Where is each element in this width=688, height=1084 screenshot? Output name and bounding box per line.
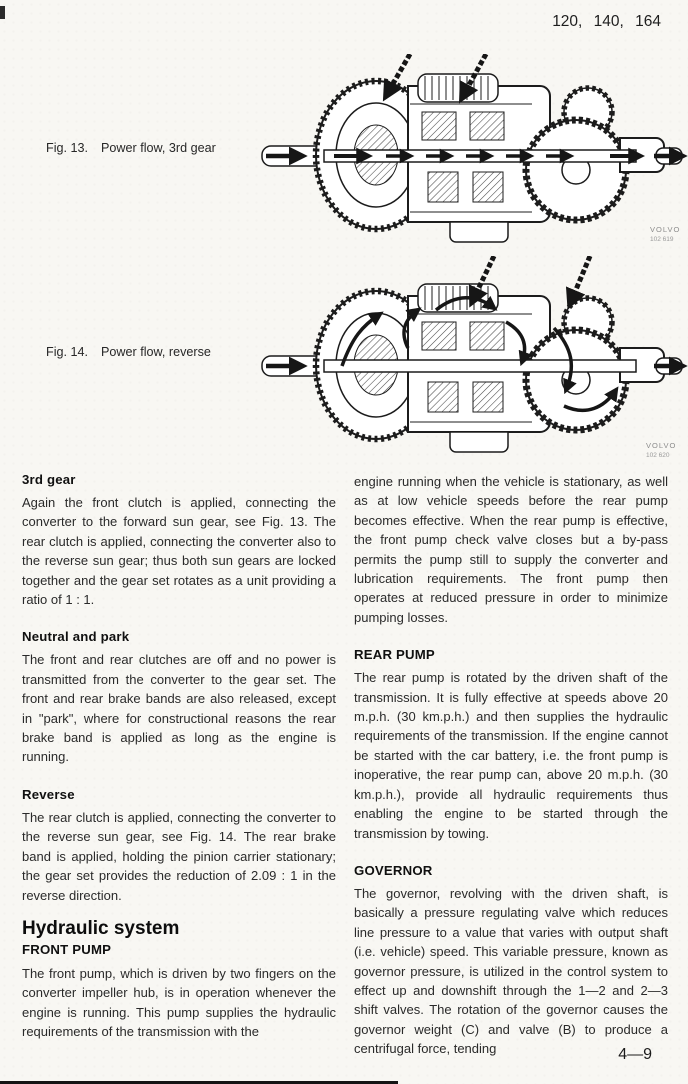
heading-governor: GOVERNOR xyxy=(354,862,433,878)
body-3rd-gear: Again the front clutch is applied, connecting the converter to the forward sun gear, see Fig. 13. The rear clutch is applied, connecting the converter also to the reverse sun gear; thus both sun gears are locked together and the gear set rotates as a unit providing a ratio of 1 : 1. xyxy=(22,495,336,608)
body-front-pump-continued: engine running when the vehicle is stationary, as well as at low vehicle speeds before the rear pump becomes effective. When the rear pump is effective, the front pump check valve closes but a by-pass permits the pump still to supply the converter and lubrication requirements. The front pump then operates at reduced pressure in order to minimize pumping losses. xyxy=(354,474,668,625)
figure-13-drawing xyxy=(258,54,688,254)
model-designations: 120, 140, 164 xyxy=(552,13,661,30)
heading-front-pump: FRONT PUMP xyxy=(22,941,112,957)
transmission-cutaway-reverse xyxy=(258,256,688,468)
figure-14-drawing xyxy=(258,256,688,468)
left-column xyxy=(22,472,336,1042)
figure-13-caption xyxy=(46,141,216,155)
figure-14-caption xyxy=(46,345,211,359)
heading-reverse: Reverse xyxy=(22,786,75,802)
figure-13-watermark-number: 102 619 xyxy=(650,236,674,243)
page-number: 4—9 xyxy=(618,1046,652,1063)
right-column xyxy=(354,472,668,1059)
body-governor: The governor, revolving with the driven shaft, is basically a pressure regulating valve which reduces line pressure to a value that varies with output shaft (i.e. vehicle) speed. This variable pressure, known as governor pressure, is utilized in the control system to effect up and downshift through the 1—2 and 2—3 shift valves. The rotation of the governor causes the governor weight (C) and valve (B) to produce a centrifugal force, tending xyxy=(354,885,668,1057)
cutaway-linework xyxy=(262,284,682,452)
figure-14-title: Power flow, reverse xyxy=(101,345,211,359)
figure-13-watermark-brand: VOLVO xyxy=(650,225,681,234)
transmission-cutaway-3rd-gear xyxy=(258,54,688,254)
body-reverse: The rear clutch is applied, connecting the converter to the reverse sun gear, see Fig. 14. The rear brake band is applied, holding the pinion carrier stationary; the gear set provides the reduction of 2.09 : 1 in the reverse direction. xyxy=(22,809,336,903)
figure-14-label: Fig. 14. xyxy=(46,345,88,359)
heading-rear-pump: REAR PUMP xyxy=(354,647,435,663)
figure-13-title: Power flow, 3rd gear xyxy=(101,141,216,155)
body-neutral-and-park: The front and rear clutches are off and no power is transmitted from the converter to the gear set. The front and rear brake bands are also released, except in "park", where for constructional reasons the rear brake band is applied as long as the engine is running. xyxy=(22,652,336,765)
body-front-pump: The front pump, which is driven by two fingers on the converter impeller hub, is in operation whenever the engine is running. This pump supplies the hydraulic requirements of the transmission with the xyxy=(22,965,336,1040)
heading-neutral-and-park: Neutral and park xyxy=(22,629,130,645)
figure-14-watermark-brand: VOLVO xyxy=(646,441,677,450)
scan-mark-artifact xyxy=(0,6,5,19)
heading-hydraulic-system: Hydraulic system xyxy=(22,917,180,939)
figure-13-label: Fig. 13. xyxy=(46,141,88,155)
body-rear-pump: The rear pump is rotated by the driven shaft of the transmission. It is fully effective at speeds above 20 m.p.h. (30 km.p.h.) and then supplies the hydraulic requirements of the transmission. If the engine cannot be started with the car battery, i.e. the front pump is inoperative, the rear pump can, above 20 m.p.h. (30 km.p.h.), provide all hydraulic requirements thus enabling the engine to be started through the transmission by towing. xyxy=(354,670,668,841)
figure-14-watermark-number: 102 620 xyxy=(646,452,670,459)
heading-3rd-gear: 3rd gear xyxy=(22,472,76,487)
